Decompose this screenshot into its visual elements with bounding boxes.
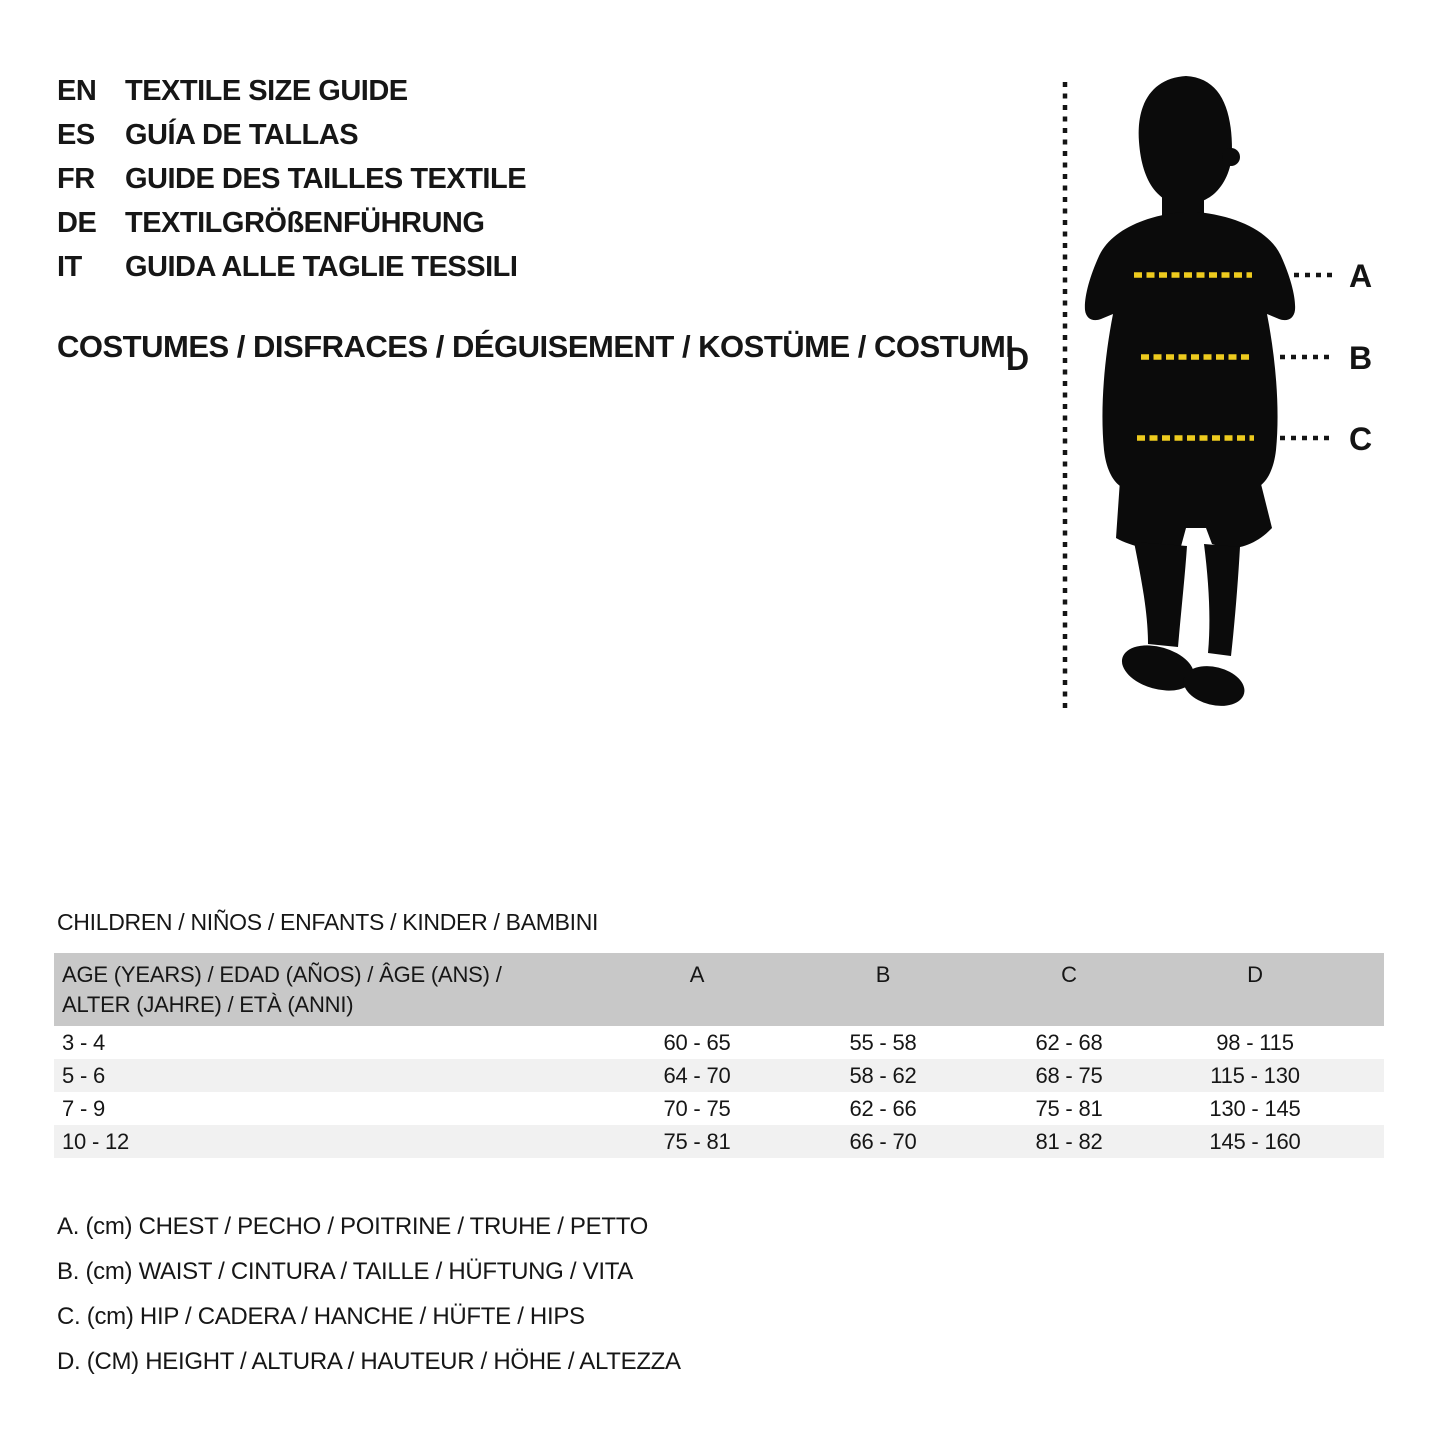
language-row-it — [57, 245, 526, 289]
category-heading: COSTUMES / DISFRACES / DÉGUISEMENT / KOSTÜME / COSTUMI — [57, 329, 1014, 364]
child-silhouette-figure — [1000, 55, 1400, 735]
hip-cell: 68 - 75 — [1035, 1062, 1103, 1088]
measurement-legend — [57, 1204, 681, 1384]
legend-hip: C. (cm) HIP / CADERA / HANCHE / HÜFTE / HIPS — [57, 1303, 585, 1330]
chest-cell: 70 - 75 — [663, 1095, 731, 1121]
column-header-d: D — [1247, 962, 1263, 987]
height-cell: 115 - 130 — [1210, 1062, 1300, 1088]
waist-cell: 62 - 66 — [849, 1095, 917, 1121]
waist-cell: 55 - 58 — [849, 1029, 917, 1055]
language-guide-title: GUIDE DES TAILLES TEXTILE — [125, 162, 527, 195]
legend-waist: B. (cm) WAIST / CINTURA / TAILLE / HÜFTUNG / VITA — [57, 1258, 634, 1285]
children-size-table — [54, 953, 1384, 1158]
table-row — [54, 1059, 1384, 1092]
child-silhouette — [1085, 76, 1295, 712]
language-code: DE — [57, 206, 97, 239]
height-cell: 130 - 145 — [1209, 1095, 1301, 1121]
language-row-fr — [57, 157, 526, 201]
waist-cell: 66 - 70 — [849, 1128, 917, 1154]
legend-height: D. (CM) HEIGHT / ALTURA / HAUTEUR / HÖHE / ALTEZZA — [57, 1348, 681, 1375]
age-column-header — [54, 953, 604, 1026]
language-guide-title: GUIDA ALLE TAGLIE TESSILI — [125, 250, 518, 283]
age-column-header-line1: AGE (YEARS) / EDAD (AÑOS) / ÂGE (ANS) / — [62, 962, 502, 987]
language-row-es — [57, 113, 526, 157]
label-hip-c: C — [1349, 421, 1373, 457]
language-guide-title: TEXTILGRÖßENFÜHRUNG — [125, 206, 485, 239]
language-code: EN — [57, 74, 97, 107]
language-code: IT — [57, 250, 82, 283]
waist-cell: 58 - 62 — [849, 1062, 917, 1088]
language-row-en — [57, 69, 526, 113]
language-guide-title: TEXTILE SIZE GUIDE — [125, 74, 408, 107]
chest-cell: 64 - 70 — [663, 1062, 731, 1088]
column-header-c: C — [1061, 962, 1077, 987]
children-section-title: CHILDREN / NIÑOS / ENFANTS / KINDER / BAMBINI — [57, 909, 599, 935]
language-code: FR — [57, 162, 95, 195]
table-row — [54, 1125, 1384, 1158]
height-cell: 145 - 160 — [1209, 1128, 1301, 1154]
size-table-header-row — [54, 953, 1384, 1026]
hip-cell: 81 - 82 — [1035, 1128, 1103, 1154]
hip-cell: 75 - 81 — [1035, 1095, 1103, 1121]
hip-cell: 62 - 68 — [1035, 1029, 1103, 1055]
column-header-a: A — [689, 962, 705, 987]
language-row-de — [57, 201, 526, 245]
age-cell: 5 - 6 — [62, 1062, 106, 1088]
language-code: ES — [57, 118, 95, 151]
legend-chest: A. (cm) CHEST / PECHO / POITRINE / TRUHE / PETTO — [57, 1213, 649, 1240]
language-guide-list — [57, 69, 526, 289]
age-cell: 3 - 4 — [62, 1029, 106, 1055]
age-cell: 7 - 9 — [62, 1095, 106, 1121]
age-column-header-line2: ALTER (JAHRE) / ETÀ (ANNI) — [62, 992, 354, 1017]
language-guide-title: GUÍA DE TALLAS — [125, 118, 359, 151]
chest-cell: 60 - 65 — [663, 1029, 731, 1055]
table-row — [54, 1092, 1384, 1125]
label-chest-a: A — [1349, 258, 1373, 294]
age-cell: 10 - 12 — [62, 1128, 130, 1154]
column-header-b: B — [875, 962, 891, 987]
label-height-d: D — [1006, 341, 1030, 377]
chest-cell: 75 - 81 — [663, 1128, 731, 1154]
label-waist-b: B — [1349, 340, 1373, 376]
height-cell: 98 - 115 — [1216, 1029, 1294, 1055]
table-row — [54, 1026, 1384, 1059]
